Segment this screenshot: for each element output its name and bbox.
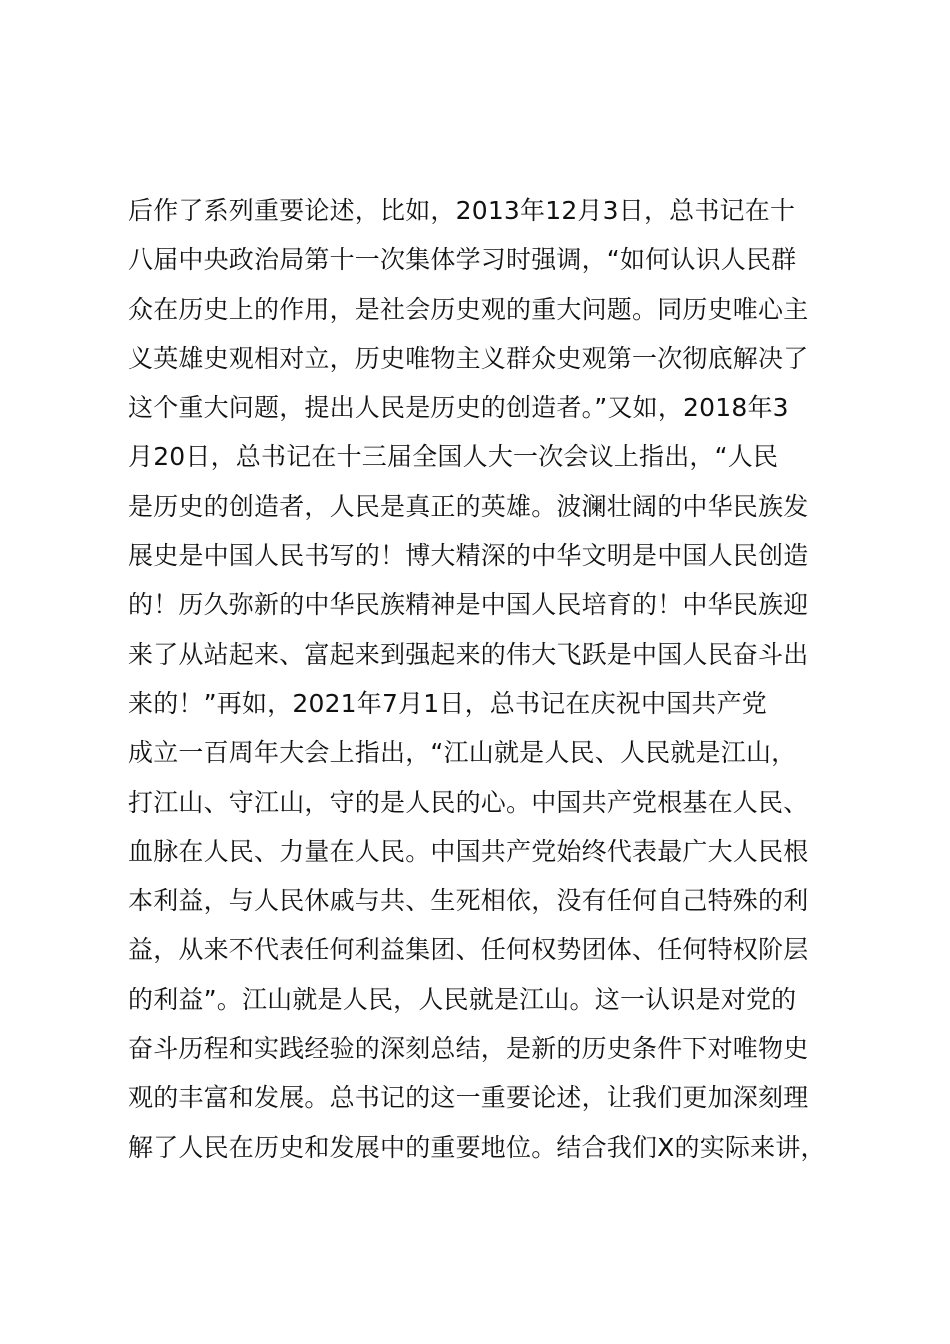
- text-line: 众在历史上的作用，是社会历史观的重大问题。同历史唯心主: [128, 294, 809, 324]
- body-paragraph: [128, 186, 848, 1172]
- text-line: 的！历久弥新的中华民族精神是中国人民培育的！中华民族迎: [128, 590, 809, 620]
- text-line: 这个重大问题，提出人民是历史的创造者。”又如，2018年3: [128, 393, 789, 423]
- text-line: 解了人民在历史和发展中的重要地位。结合我们X的实际来讲，: [128, 1132, 826, 1162]
- text-line: 益，从来不代表任何利益集团、任何权势团体、任何特权阶层: [128, 935, 809, 965]
- text-line: 本利益，与人民休戚与共、生死相依，没有任何自己特殊的利: [128, 886, 809, 916]
- text-line: 成立一百周年大会上指出，“江山就是人民、人民就是江山，: [128, 738, 797, 768]
- text-line: 来了从站起来、富起来到强起来的伟大飞跃是中国人民奋斗出: [128, 639, 809, 669]
- text-line: 是历史的创造者，人民是真正的英雄。波澜壮阔的中华民族发: [128, 491, 809, 521]
- text-line: 义英雄史观相对立，历史唯物主义群众史观第一次彻底解决了: [128, 343, 809, 373]
- text-line: 后作了系列重要论述，比如，2013年12月3日，总书记在十: [128, 196, 796, 225]
- text-line: 观的丰富和发展。总书记的这一重要论述，让我们更加深刻理: [128, 1083, 809, 1113]
- text-line: 打江山、守江山，守的是人民的心。中国共产党根基在人民、: [128, 787, 809, 817]
- text-line: 展史是中国人民书写的！博大精深的中华文明是中国人民创造: [128, 541, 809, 571]
- text-line: 八届中央政治局第十一次集体学习时强调，“如何认识人民群: [128, 245, 797, 275]
- text-line: 的利益”。江山就是人民，人民就是江山。这一认识是对党的: [128, 984, 797, 1014]
- text-line: 血脉在人民、力量在人民。中国共产党始终代表最广大人民根: [128, 836, 809, 866]
- text-line: 来的！”再如，2021年7月1日，总书记在庆祝中国共产党: [128, 688, 767, 718]
- text-line: 月20日，总书记在十三届全国人大一次会议上指出，“人民: [128, 442, 779, 472]
- text-line: 奋斗历程和实践经验的深刻总结，是新的历史条件下对唯物史: [128, 1034, 809, 1064]
